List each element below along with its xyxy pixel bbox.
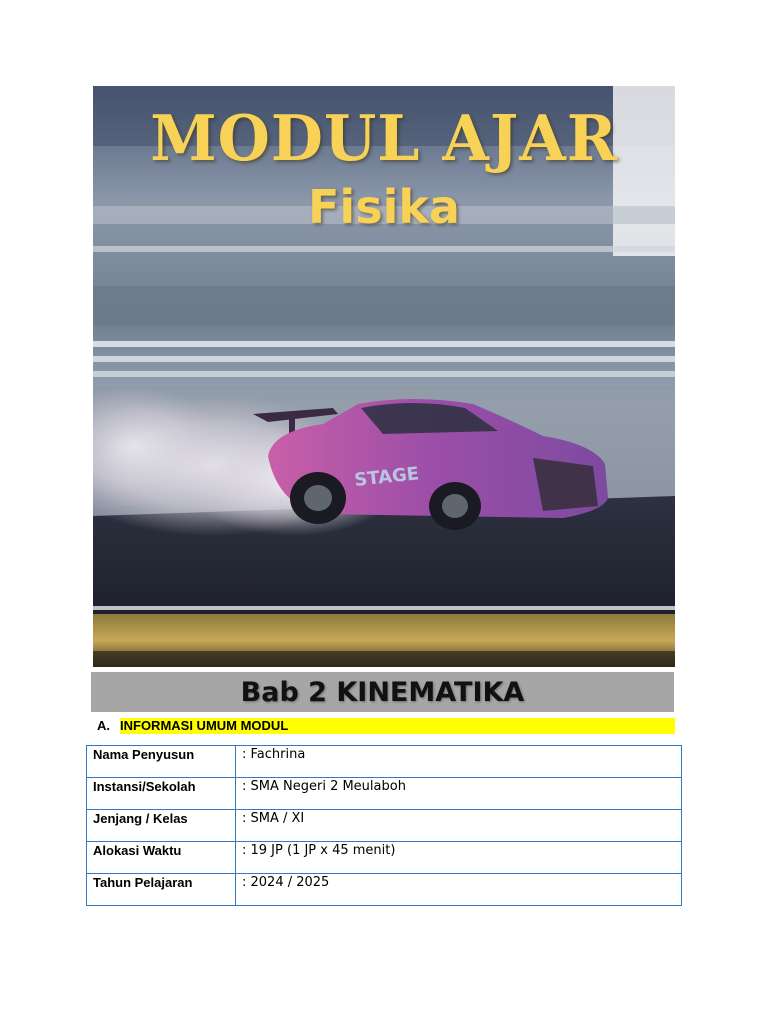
row-value: : SMA Negeri 2 Meulaboh (236, 778, 682, 810)
row-label: Nama Penyusun (87, 746, 236, 778)
table-row (87, 842, 682, 874)
table-row (87, 746, 682, 778)
row-label: Instansi/Sekolah (87, 778, 236, 810)
row-label: Alokasi Waktu (87, 842, 236, 874)
section-title: INFORMASI UMUM MODUL (120, 718, 675, 734)
row-value: : 19 JP (1 JP x 45 menit) (236, 842, 682, 874)
cover-title: MODUL AJAR (150, 102, 618, 176)
info-table (86, 745, 682, 906)
section-heading (97, 716, 675, 736)
row-value: : 2024 / 2025 (236, 874, 682, 906)
cover-image (93, 86, 675, 667)
table-row (87, 778, 682, 810)
section-number: A. (97, 718, 110, 733)
cover-subtitle: Fisika (308, 180, 460, 234)
row-value: : SMA / XI (236, 810, 682, 842)
row-label: Tahun Pelajaran (87, 874, 236, 906)
chapter-title: Bab 2 KINEMATIKA (240, 676, 525, 708)
row-value: : Fachrina (236, 746, 682, 778)
row-label: Jenjang / Kelas (87, 810, 236, 842)
table-row (87, 874, 682, 906)
chapter-banner (91, 672, 674, 712)
svg-text:STAGE: STAGE (353, 463, 421, 491)
table-row (87, 810, 682, 842)
